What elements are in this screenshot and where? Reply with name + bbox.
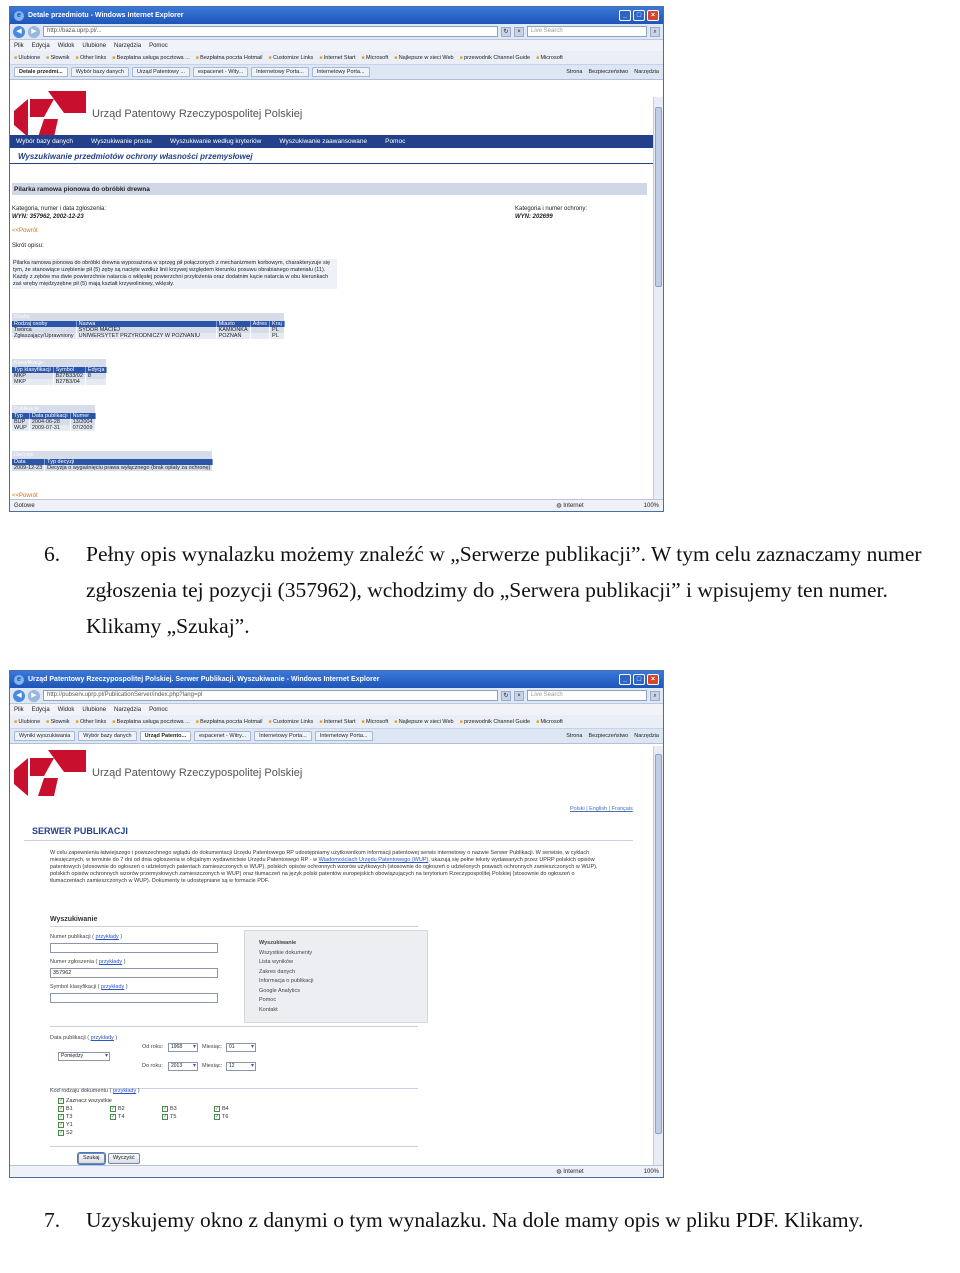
- stop-icon[interactable]: ×: [514, 691, 524, 701]
- main-nav: [10, 135, 653, 148]
- code-checkbox[interactable]: [214, 1114, 228, 1120]
- table-cell: SYDOR MACIEJ: [76, 327, 216, 333]
- menu-favorites[interactable]: Ulubione: [82, 706, 107, 713]
- from-year-label: Od roku:: [142, 1044, 164, 1050]
- side-menu: [244, 930, 428, 1023]
- safety-menu[interactable]: Bezpieczeństwo: [588, 69, 629, 75]
- column-header: Edycja: [85, 367, 107, 373]
- step-number: 7.: [44, 1208, 61, 1232]
- ie-icon: e: [14, 675, 24, 685]
- checkbox-label: T5: [170, 1114, 177, 1120]
- column-header: Data publikacji: [29, 413, 70, 419]
- side-menu-heading: Wyszukiwanie: [259, 940, 297, 946]
- checkbox-check-icon: ✓: [59, 1130, 64, 1136]
- examples-link[interactable]: przykłady: [112, 1088, 137, 1094]
- table-cell: [250, 333, 269, 339]
- table-cell: B27B3/04: [53, 379, 85, 385]
- checkbox-label: B4: [222, 1106, 229, 1112]
- table-cell: KAMIONKA: [216, 327, 250, 333]
- menu-favorites[interactable]: Ulubione: [82, 42, 107, 49]
- browser-window-publication-server: [9, 670, 664, 1178]
- search-button[interactable]: Szukaj: [78, 1153, 105, 1164]
- checkbox-check-icon: ✓: [59, 1114, 64, 1120]
- page-content: [10, 97, 653, 499]
- menu-tools[interactable]: Narzędzia: [114, 42, 142, 49]
- table-caption: Klasyfikacje: [12, 359, 107, 367]
- classification-symbol-input[interactable]: [50, 993, 218, 1003]
- checkbox-label: Zaznacz wszystkie: [66, 1098, 112, 1104]
- intro-text-part: , ukazują się pełne teksty wydawanych przez UPRP polskich opisów patentowych (stosownie do ogłoszeń o udzielonych patentach zamieszczonych w WUP), polskich opisów ochronnych wzorów użytkowych (stosownie do ogłoszeń o udzielonych prawach ochronnych zamieszczonych w WUP), polskich opisów ochronnych wzorów przemysłowych zamieszczonych w WUP) oraz tłumaczeń na język polski patentów europejskich obowiązujących na terytorium Rzeczypospolitej Polskiej (stosownie do ogłoszeń o tłumaczeniach zamieszczonych w WUP). Dokumenty te udostępniane są w formacie PDF.: [50, 857, 598, 884]
- favorite-link[interactable]: ■ Microsoft: [362, 719, 389, 725]
- refresh-icon[interactable]: ↻: [501, 27, 511, 37]
- table-cell: B27B33/02: [53, 373, 85, 379]
- favorite-link[interactable]: ■ Najlepsze w sieci Web: [394, 55, 453, 61]
- uprp-logo: [14, 750, 302, 796]
- tab-bar: [10, 729, 663, 744]
- favorites-bar: [10, 51, 663, 65]
- side-menu-item[interactable]: Google Analytics: [259, 987, 300, 994]
- examples-link[interactable]: przykłady: [95, 934, 119, 940]
- checkbox-check-icon: ✓: [59, 1106, 64, 1112]
- menu-help[interactable]: Pomoc: [149, 706, 168, 713]
- uprp-logo: [14, 91, 302, 137]
- examples-link[interactable]: przykłady: [90, 1035, 114, 1041]
- logo-text: Urząd Patentowy Rzeczypospolitej Polskiej: [92, 108, 303, 120]
- browser-tab[interactable]: espacenet - Wity...: [193, 67, 248, 77]
- table-cell: POZNAŃ: [216, 333, 250, 339]
- checkbox-label: T6: [222, 1114, 229, 1120]
- step-text: Pełny opis wynalazku możemy znaleźć w „Serwerze publikacji”. W tym celu zaznaczamy numer zgłoszenia tej pozycji (357962), wchodzimy do „Serwera publikacji” i wpisujemy ten numer. Klikamy „Szukaj”.: [86, 542, 922, 638]
- table-cell: Decyzja o wygaśnięciu prawa wyłącznego (brak opłaty za ochronę): [45, 465, 213, 471]
- publication-number-input[interactable]: [50, 943, 218, 953]
- side-menu-item[interactable]: Pomoc: [259, 997, 277, 1003]
- menu-edit[interactable]: Edycja: [31, 706, 50, 713]
- column-header: Data: [12, 459, 45, 465]
- favorite-link[interactable]: ■ Microsoft: [536, 55, 563, 61]
- forward-arrow-icon[interactable]: ▶: [28, 690, 40, 702]
- code-checkbox[interactable]: [58, 1114, 72, 1120]
- uprp-logo-icon: [14, 91, 86, 137]
- checkbox-check-icon: ✓: [215, 1106, 220, 1112]
- safety-menu[interactable]: Bezpieczeństwo: [588, 733, 629, 739]
- favorites-bar: [10, 715, 663, 729]
- search-heading: Wyszukiwanie: [50, 916, 98, 923]
- divider: [10, 163, 653, 164]
- checkbox-check-icon: ✓: [215, 1114, 220, 1120]
- menu-file[interactable]: Plik: [14, 42, 24, 49]
- table-cell: WUP: [12, 425, 29, 431]
- to-year-select[interactable]: 2013 ▾: [168, 1062, 198, 1071]
- favorite-link[interactable]: ■ Ulubione: [14, 719, 40, 725]
- application-value: WYN: 357962, 2002-12-23: [12, 214, 84, 220]
- scrollbar-thumb[interactable]: [655, 107, 662, 287]
- code-checkbox[interactable]: [110, 1114, 124, 1120]
- browser-tab[interactable]: Detale przedmi...: [14, 67, 68, 77]
- code-checkbox[interactable]: [58, 1122, 73, 1128]
- browser-tab[interactable]: Wybór bazy danych: [78, 731, 136, 741]
- step-text: Uzyskujemy okno z danymi o tym wynalazku. Na dole mamy opis w pliku PDF. Klikamy.: [86, 1208, 864, 1232]
- table-cell: 8: [85, 373, 107, 379]
- code-checkbox[interactable]: [58, 1130, 73, 1136]
- refresh-icon[interactable]: ↻: [501, 691, 511, 701]
- vertical-scrollbar[interactable]: [653, 746, 663, 1166]
- application-info: [12, 205, 106, 221]
- divider: [50, 1146, 418, 1147]
- browser-tab[interactable]: Internetowy Porta...: [254, 731, 312, 741]
- intro-text-part: W celu zapewnienia łatwiejszego i powszechnego wglądu do dokumentacji Urzędu Patentowego RP udostępniamy użytkownikom informacji patentowej serwis internetowy o nazwie Serwer Publikacji. W serwisie, w cyklach miesięcznych, w terminie do 7 dni od dnia ogłoszenia w oficjalnym wydawnictwie Urzędu Patentowego RP - w: [50, 850, 590, 863]
- select-all-checkbox[interactable]: [58, 1098, 112, 1104]
- forward-arrow-icon[interactable]: ▶: [28, 26, 40, 38]
- browser-tab[interactable]: Urząd Patento...: [140, 731, 192, 741]
- nav-database-select[interactable]: Wybór bazy danych: [16, 138, 74, 145]
- label-text: Kod rodzaju dokumentu: [50, 1088, 109, 1094]
- nav-advanced-search[interactable]: Wyszukiwanie zaawansowane: [279, 138, 368, 145]
- table-cell: MKP: [12, 379, 53, 385]
- abstract-text: Pilarka ramowa pionowa do obróbki drewna wyposażona w sprzęg pił połączonych z mechanizmem korbowym, charakteryzuje się tym, że stanowiące uzębienie pił (5) zęby są nacięte wzdłuż linii krzywej względem kierunku posuwu obrabianego materiału (11). Każdy z zębów ma dwie powierzchnie natarcia o wklęsłej powierzchni przyłożenia oraz dodatnim kącie natarcia w obu kierunkach zaś wręby międzyzębne pił (5) mają kształt krzywoliniowy, wklęsły.: [12, 259, 337, 289]
- checkbox-check-icon: ✓: [111, 1114, 116, 1120]
- maximize-button[interactable]: □: [633, 10, 645, 21]
- table-caption: Osoby: [12, 313, 284, 321]
- page-menu[interactable]: Strona: [566, 733, 583, 739]
- tab-bar: [10, 65, 663, 80]
- favorite-link[interactable]: ■ przewodnik Channel Guide: [460, 719, 530, 725]
- examples-link[interactable]: przykłady: [101, 984, 125, 990]
- checkbox-check-icon: ✓: [59, 1098, 64, 1104]
- label-text: Symbol klasyfikacji: [50, 984, 97, 990]
- browser-tab[interactable]: espacenet - Witry...: [194, 731, 251, 741]
- checkbox-label: S2: [66, 1130, 73, 1136]
- page-title: Wyszukiwanie przedmiotów ochrony własności przemysłowej: [18, 152, 253, 161]
- checkbox-label: B3: [170, 1106, 177, 1112]
- code-checkbox[interactable]: [162, 1106, 177, 1112]
- favorite-link[interactable]: ■ Bezpłatna usługa pocztowa ...: [112, 719, 190, 725]
- menu-view[interactable]: Widok: [57, 42, 75, 49]
- table-caption: Publikacje: [12, 405, 95, 413]
- browser-tab[interactable]: Internetowy Porta...: [312, 67, 370, 77]
- protection-label: Kategoria i numer ochrony:: [515, 206, 588, 212]
- code-checkbox[interactable]: [162, 1114, 176, 1120]
- code-checkbox[interactable]: [58, 1106, 73, 1112]
- logo-text: Urząd Patentowy Rzeczypospolitej Polskiej: [92, 767, 303, 779]
- checkbox-label: T3: [66, 1114, 73, 1120]
- side-menu-item[interactable]: Lista wyników: [259, 959, 293, 965]
- table-cell: UNIWERSYTET PRZYRODNICZY W POZNANIU: [76, 333, 216, 339]
- checkbox-check-icon: ✓: [163, 1114, 168, 1120]
- side-menu-item[interactable]: Kontakt: [259, 1006, 278, 1013]
- table-cell: 07/2009: [70, 425, 95, 431]
- divider: [50, 926, 418, 927]
- search-icon[interactable]: ⌕: [650, 27, 660, 37]
- favorite-link[interactable]: ■ Microsoft: [536, 719, 563, 725]
- search-icon[interactable]: ⌕: [650, 691, 660, 701]
- column-header: Adres: [250, 321, 269, 327]
- nav-help[interactable]: Pomoc: [385, 138, 406, 145]
- security-zone: ◍ Internet: [556, 1169, 584, 1175]
- instruction-step-6: [44, 536, 954, 644]
- table-cell: 2009-12-23: [12, 465, 45, 471]
- menu-file[interactable]: Plik: [14, 706, 24, 713]
- stop-icon[interactable]: ×: [514, 27, 524, 37]
- checkbox-check-icon: ✓: [59, 1122, 64, 1128]
- close-button[interactable]: ×: [647, 674, 659, 685]
- table-cell: [85, 379, 107, 385]
- label-text: Numer publikacji: [50, 934, 91, 940]
- title-bar: [10, 7, 663, 24]
- checkbox-label: Y1: [66, 1122, 73, 1128]
- nav-simple-search[interactable]: Wyszukiwanie proste: [91, 138, 153, 145]
- browser-tab[interactable]: Internetowy Porta...: [315, 731, 373, 741]
- table-cell: 2009-07-31: [29, 425, 70, 431]
- browser-window-item-details: [9, 6, 664, 512]
- table-row: [12, 379, 107, 385]
- clear-button[interactable]: Wyczyść: [108, 1153, 140, 1164]
- favorite-link[interactable]: ■ Customize Links: [269, 55, 314, 61]
- browser-tab[interactable]: Urząd Patentowy ...: [132, 67, 190, 77]
- menu-help[interactable]: Pomoc: [149, 42, 168, 49]
- menu-bar: [10, 40, 663, 51]
- column-header: Nazwa: [76, 321, 216, 327]
- checkbox-check-icon: ✓: [163, 1106, 168, 1112]
- step-number: 6.: [44, 542, 61, 566]
- zone-label: Internet: [563, 1169, 584, 1175]
- back-arrow-icon[interactable]: ◀: [13, 690, 25, 702]
- table-cell: Twórca: [12, 327, 76, 333]
- item-title: Pilarka ramowa pionowa do obróbki drewna: [12, 183, 647, 195]
- publications-table: [12, 405, 96, 431]
- date-mode-select[interactable]: Pomiędzy ▾: [58, 1052, 110, 1061]
- nav-criteria-search[interactable]: Wyszukiwanie według kryteriów: [170, 138, 262, 145]
- window-title: Detale przedmiotu - Windows Internet Explorer: [28, 12, 184, 19]
- uprp-logo-icon: [14, 750, 86, 796]
- checkbox-label: T4: [118, 1114, 125, 1120]
- menu-edit[interactable]: Edycja: [31, 42, 50, 49]
- security-zone: ◍ Internet: [556, 503, 584, 509]
- favorite-link[interactable]: ■ Other links: [76, 55, 107, 61]
- page-menu[interactable]: Strona: [566, 69, 583, 75]
- page-content: [10, 746, 653, 1161]
- table-caption: Decyzje: [12, 451, 213, 459]
- address-bar: [10, 688, 663, 704]
- column-header: Typ decyzji: [45, 459, 213, 465]
- browser-tab[interactable]: Wyniki wyszukiwania: [14, 731, 75, 741]
- url-field[interactable]: http://baza.uprp.pl/...: [43, 26, 498, 37]
- favorite-link[interactable]: ■ Internet Start: [319, 719, 355, 725]
- checkbox-check-icon: ✓: [111, 1106, 116, 1112]
- maximize-button[interactable]: □: [633, 674, 645, 685]
- ie-icon: e: [14, 11, 24, 21]
- classifications-table: [12, 359, 107, 385]
- menu-bar: [10, 704, 663, 715]
- page-title: SERWER PUBLIKACJI: [32, 826, 128, 836]
- favorite-link[interactable]: ■ Microsoft: [362, 55, 389, 61]
- column-header: Numer: [70, 413, 95, 419]
- from-month-select[interactable]: 01 ▾: [226, 1043, 256, 1052]
- vertical-scrollbar[interactable]: [653, 97, 663, 501]
- favorite-link[interactable]: ■ przewodnik Channel Guide: [460, 55, 530, 61]
- divider: [50, 1026, 418, 1027]
- tab-tools: [566, 69, 663, 75]
- table-cell: 13/2004: [70, 419, 95, 425]
- column-header: Typ: [12, 413, 29, 419]
- live-search-input[interactable]: Live Search: [527, 26, 647, 37]
- to-year-label: Do roku:: [142, 1063, 163, 1069]
- column-header: Miasto: [216, 321, 250, 327]
- favorite-link[interactable]: ■ Najlepsze w sieci Web: [394, 719, 453, 725]
- live-search-input[interactable]: Live Search: [527, 690, 647, 701]
- table-cell: PL: [270, 333, 285, 339]
- examples-link[interactable]: przykłady: [98, 959, 123, 965]
- wup-link[interactable]: Wiadomościach Urzędu Patentowego (WUP): [318, 857, 429, 863]
- zoom-level[interactable]: 100%: [643, 502, 659, 509]
- table-cell: MKP: [12, 373, 53, 379]
- publication-date-label: Data publikacji ( przykłady ): [50, 1035, 118, 1041]
- favorite-link[interactable]: ■ Bezpłatna poczta Hotmail: [196, 55, 263, 61]
- window-title: Urząd Patentowy Rzeczypospolitej Polskiej. Serwer Publikacji. Wyszukiwanie - Windows Internet Explorer: [28, 676, 380, 683]
- url-field[interactable]: http://pubserv.uprp.pl/PublicationServer/index.php?lang=pl: [43, 690, 498, 701]
- protection-value: WYN: 202699: [515, 214, 553, 220]
- table-cell: BUP: [12, 419, 29, 425]
- label-text: Numer zgłoszenia: [50, 959, 95, 965]
- language-links[interactable]: Polski | English | Français: [570, 806, 633, 812]
- label-text: Data publikacji: [50, 1035, 86, 1041]
- code-checkbox[interactable]: [214, 1106, 229, 1112]
- back-link[interactable]: <<Powrót: [12, 228, 38, 234]
- divider: [24, 840, 633, 841]
- browser-tab[interactable]: Wybór bazy danych: [71, 67, 129, 77]
- table-row: [12, 425, 95, 431]
- address-bar: [10, 24, 663, 40]
- side-menu-item[interactable]: Wszystkie dokumenty: [259, 949, 313, 956]
- favorite-link[interactable]: ■ Other links: [76, 719, 107, 725]
- table-cell: PL: [270, 327, 285, 333]
- status-text: Gotowe: [14, 502, 35, 509]
- browser-tab[interactable]: Internetowy Porta...: [251, 67, 309, 77]
- from-month-label: Miesiąc:: [202, 1044, 223, 1050]
- from-year-select[interactable]: 1968 ▾: [168, 1043, 198, 1052]
- favorite-link[interactable]: ■ Customize Links: [269, 719, 314, 725]
- menu-view[interactable]: Widok: [57, 706, 75, 713]
- side-menu-item[interactable]: Zakres danych: [259, 968, 296, 975]
- tools-menu[interactable]: Narzędzia: [634, 733, 659, 739]
- table-row: [12, 465, 213, 471]
- persons-table: [12, 313, 285, 339]
- column-header: Rodzaj osoby: [12, 321, 76, 327]
- abstract-label: Skrót opisu:: [12, 243, 44, 249]
- code-checkbox[interactable]: [110, 1106, 125, 1112]
- tools-menu[interactable]: Narzędzia: [634, 69, 659, 75]
- tab-tools: [566, 733, 663, 739]
- scrollbar-thumb[interactable]: [655, 754, 662, 1134]
- intro-text: [50, 850, 605, 885]
- minimize-button[interactable]: _: [619, 10, 631, 21]
- protection-info: [515, 205, 587, 221]
- favorite-link[interactable]: ■ Bezpłatna usługa pocztowa ...: [112, 55, 190, 61]
- document-kind-label: Kod rodzaju dokumentu ( przykłady ): [50, 1088, 140, 1094]
- checkbox-label: B2: [118, 1106, 125, 1112]
- to-month-label: Miesiąc:: [202, 1063, 223, 1069]
- application-label: Kategoria, numer i data zgłoszenia:: [12, 206, 107, 212]
- menu-tools[interactable]: Narzędzia: [114, 706, 142, 713]
- publication-number-label: Numer publikacji ( przykłady ): [50, 934, 123, 940]
- table-cell: 2004-06-28: [29, 419, 70, 425]
- title-bar: [10, 671, 663, 688]
- decisions-table: [12, 451, 213, 471]
- zoom-level[interactable]: 100%: [643, 1168, 659, 1175]
- minimize-button[interactable]: _: [619, 674, 631, 685]
- column-header: Typ klasyfikacji: [12, 367, 53, 373]
- application-number-input[interactable]: 357962: [50, 968, 218, 978]
- instruction-step-7: [44, 1202, 954, 1238]
- back-link-bottom[interactable]: <<Powrót: [12, 493, 38, 499]
- status-bar: [10, 1165, 663, 1177]
- status-bar: [10, 499, 663, 511]
- zone-label: Internet: [563, 503, 584, 509]
- column-header: Kraj: [270, 321, 285, 327]
- favorite-link[interactable]: ■ Słownik: [46, 719, 69, 725]
- classification-symbol-label: Symbol klasyfikacji ( przykłady ): [50, 984, 128, 990]
- table-row: [12, 333, 284, 339]
- checkbox-label: B1: [66, 1106, 73, 1112]
- close-button[interactable]: ×: [647, 10, 659, 21]
- to-month-select[interactable]: 12 ▾: [226, 1062, 256, 1071]
- favorite-link[interactable]: ■ Bezpłatna poczta Hotmail: [196, 719, 263, 725]
- table-cell: Zgłaszający/Uprawniony: [12, 333, 76, 339]
- side-menu-item[interactable]: Informacja o publikacji: [259, 978, 314, 984]
- favorite-link[interactable]: ■ Ulubione: [14, 55, 40, 61]
- favorite-link[interactable]: ■ Słownik: [46, 55, 69, 61]
- back-arrow-icon[interactable]: ◀: [13, 26, 25, 38]
- favorite-link[interactable]: ■ Internet Start: [319, 55, 355, 61]
- application-number-label: Numer zgłoszenia ( przykłady ): [50, 959, 126, 965]
- column-header: Symbol: [53, 367, 85, 373]
